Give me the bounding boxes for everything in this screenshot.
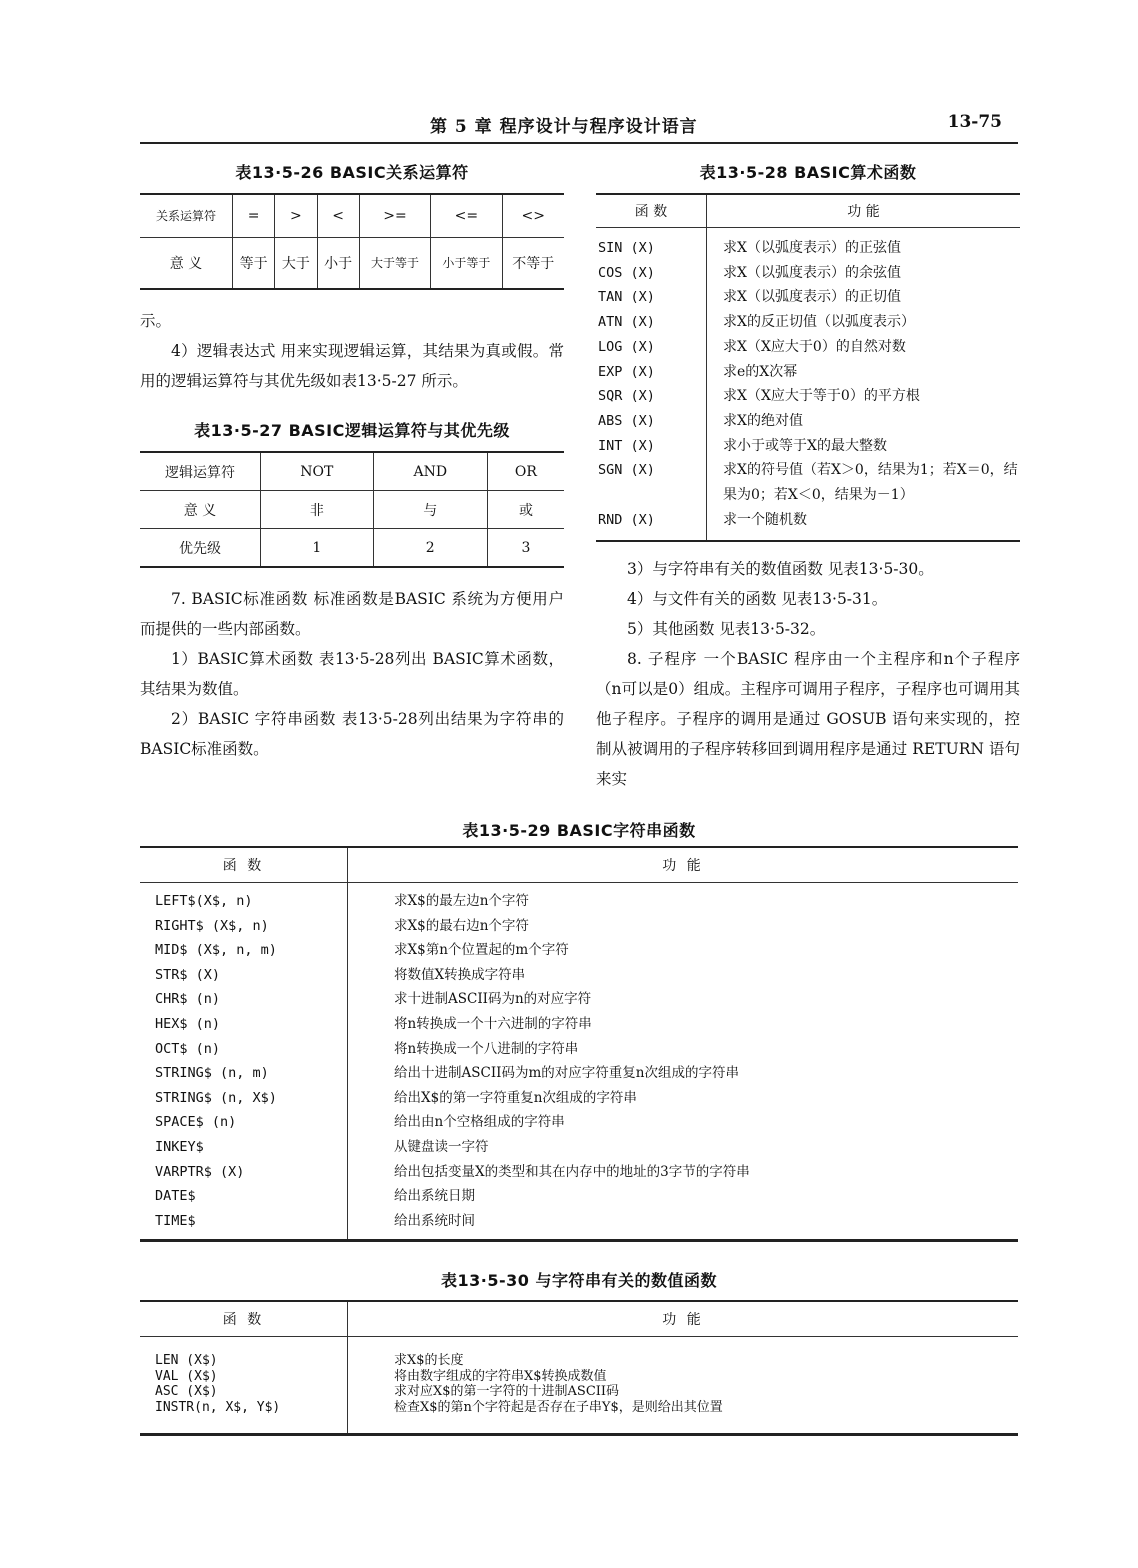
- table-row: [596, 360, 1020, 385]
- paragraph: 1）BASIC算术函数 表13·5-28列出 BASIC算术函数，其结果为数值。: [140, 650, 564, 698]
- table-cell: 与: [373, 491, 487, 529]
- table-row: [140, 1400, 1018, 1435]
- table-13-5-27: [140, 451, 564, 568]
- function-desc: 求X$的最左边n个字符: [348, 883, 1019, 914]
- table-13-5-28: [596, 193, 1020, 542]
- function-desc: 将n转换成一个八进制的字符串: [348, 1037, 1019, 1062]
- left-column: [140, 160, 564, 764]
- function-name: TAN (X): [598, 289, 655, 306]
- function-name: ATN (X): [598, 314, 655, 331]
- meaning-cell: 大于: [275, 238, 317, 290]
- table-cell: OR: [487, 452, 564, 491]
- table-row: [140, 529, 564, 568]
- function-desc: 求对应X$的第一字符的十进制ASCII码: [348, 1384, 1019, 1400]
- table-cell: 逻辑运算符: [140, 452, 261, 491]
- function-name: LOG (X): [598, 338, 655, 355]
- function-desc: 将由数字组成的字符串X$转换成数值: [348, 1369, 1019, 1385]
- row-label: 意 义: [140, 238, 233, 290]
- table-row: [140, 1061, 1018, 1086]
- meaning-cell: 大于等于: [359, 238, 430, 290]
- paragraph: 5）其他函数 见表13·5-32。: [627, 620, 826, 639]
- function-desc: 求X$第n个位置起的m个字符: [348, 938, 1019, 963]
- operator-cell: <>: [502, 194, 564, 238]
- function-desc: 求X$的最右边n个字符: [348, 914, 1019, 939]
- table-cell: NOT: [261, 452, 374, 491]
- table-cell: 或: [487, 491, 564, 529]
- table-row: [596, 261, 1020, 286]
- operator-cell: >=: [359, 194, 430, 238]
- function-name: INT (X): [598, 437, 655, 454]
- meaning-cell: 小于等于: [431, 238, 502, 290]
- table-cell: 1: [261, 529, 374, 568]
- table-row: [140, 987, 1018, 1012]
- function-desc: 将数值X转换成字符串: [348, 963, 1019, 988]
- table-row: [140, 1337, 1018, 1369]
- function-desc: 求X（以弧度表示）的正弦值: [707, 228, 1021, 261]
- table-cell: 3: [487, 529, 564, 568]
- function-name: SQR (X): [598, 388, 655, 405]
- function-desc: 求X（X应大于等于0）的平方根: [707, 384, 1021, 409]
- function-desc: 给出系统日期: [348, 1184, 1019, 1209]
- table-13-5-30-caption: 表13·5-30 与字符串有关的数值函数: [441, 1271, 717, 1290]
- function-desc: 求X（以弧度表示）的正切值: [707, 285, 1021, 310]
- table-row: [596, 228, 1020, 261]
- table-row: [140, 491, 564, 529]
- function-name: INKEY$: [155, 1138, 204, 1155]
- function-name: OCT$ (n): [155, 1040, 221, 1057]
- table-cell: 意 义: [140, 491, 261, 529]
- operator-cell: =: [233, 194, 275, 238]
- table-row: [140, 1086, 1018, 1111]
- function-name: ABS (X): [598, 412, 655, 429]
- function-desc: 求十进制ASCII码为n的对应字符: [348, 987, 1019, 1012]
- table-row: [140, 194, 564, 238]
- table-13-5-29-caption: 表13·5-29 BASIC字符串函数: [462, 821, 696, 840]
- function-name: ASC (X$): [155, 1384, 218, 1399]
- table-row: [140, 1369, 1018, 1385]
- table-13-5-26-caption: 表13·5-26 BASIC关系运算符: [235, 163, 469, 182]
- function-desc: 给出包括变量X的类型和其在内存中的地址的3字节的字符串: [348, 1160, 1019, 1185]
- column-header: 函 数: [140, 1301, 348, 1337]
- table-row: [140, 938, 1018, 963]
- operator-cell: >: [275, 194, 317, 238]
- row-label: 关系运算符: [140, 194, 233, 238]
- function-name: SGN (X): [598, 462, 655, 479]
- function-name: STR$ (X): [155, 966, 221, 983]
- table-row: [596, 310, 1020, 335]
- function-name: SPACE$ (n): [155, 1114, 237, 1131]
- table-row: [140, 1037, 1018, 1062]
- column-header: 功 能: [348, 847, 1019, 883]
- table-row: [596, 409, 1020, 434]
- function-desc: 给出十进制ASCII码为m的对应字符重复n次组成的字符串: [348, 1061, 1019, 1086]
- function-desc: 给出X$的第一字符重复n次组成的字符串: [348, 1086, 1019, 1111]
- function-name: SIN (X): [598, 240, 655, 256]
- meaning-cell: 不等于: [502, 238, 564, 290]
- table-cell: 2: [373, 529, 487, 568]
- meaning-cell: 小于: [317, 238, 359, 290]
- running-header: [140, 112, 1018, 144]
- function-desc: 求X的符号值（若X＞0，结果为1；若X＝0，结果为0；若X＜0，结果为－1）: [707, 458, 1021, 507]
- function-name: HEX$ (n): [155, 1015, 221, 1032]
- table-row: [140, 238, 564, 290]
- table-13-5-27-caption: 表13·5-27 BASIC逻辑运算符与其优先级: [194, 421, 510, 440]
- function-name: COS (X): [598, 264, 655, 281]
- column-header: 功 能: [707, 194, 1021, 228]
- table-row: [596, 508, 1020, 542]
- right-column: [596, 160, 1020, 794]
- function-name: RND (X): [596, 508, 707, 542]
- function-name: DATE$: [155, 1188, 196, 1205]
- function-name: STRING$ (n, m): [155, 1065, 269, 1082]
- table-13-5-28-caption: 表13·5-28 BASIC算术函数: [699, 163, 917, 182]
- table-row: [140, 1135, 1018, 1160]
- page-number: 13-75: [947, 112, 1002, 132]
- operator-cell: <=: [431, 194, 502, 238]
- table-cell: AND: [373, 452, 487, 491]
- function-name: VAL (X$): [155, 1368, 218, 1384]
- function-name: TIME$: [140, 1209, 348, 1241]
- table-row: [596, 384, 1020, 409]
- operator-cell: <: [317, 194, 359, 238]
- table-cell: 优先级: [140, 529, 261, 568]
- table-row: [596, 458, 1020, 507]
- paragraph: 2）BASIC 字符串函数 表13·5-28列出结果为字符串的BASIC标准函数。: [140, 710, 564, 758]
- paragraph: 4）与文件有关的函数 见表13·5-31。: [627, 590, 888, 609]
- function-name: CHR$ (n): [155, 991, 221, 1008]
- function-name: VARPTR$ (X): [155, 1163, 245, 1180]
- table-row: [140, 1012, 1018, 1037]
- table-row: [596, 434, 1020, 459]
- table-row: [140, 452, 564, 491]
- function-desc: 求X$的长度: [348, 1337, 1019, 1369]
- function-desc: 从键盘读一字符: [348, 1135, 1019, 1160]
- function-name: MID$ (X$, n, m): [155, 942, 277, 959]
- function-desc: 求X的绝对值: [707, 409, 1021, 434]
- meaning-cell: 等于: [233, 238, 275, 290]
- column-header: 功 能: [348, 1301, 1019, 1337]
- paragraph: 示。: [140, 312, 172, 330]
- table-row: [140, 1110, 1018, 1135]
- column-header: 函 数: [596, 194, 707, 228]
- chapter-title: 第 5 章 程序设计与程序设计语言: [430, 117, 698, 137]
- table-row: [140, 914, 1018, 939]
- table-13-5-26: [140, 193, 564, 290]
- table-row: [140, 1184, 1018, 1209]
- function-name: LEFT$(X$, n): [155, 893, 253, 909]
- function-name: EXP (X): [598, 363, 655, 380]
- function-name: RIGHT$ (X$, n): [155, 917, 269, 934]
- function-desc: 求小于或等于X的最大整数: [707, 434, 1021, 459]
- function-desc: 求X的反正切值（以弧度表示）: [707, 310, 1021, 335]
- function-desc: 求一个随机数: [707, 508, 1021, 542]
- table-row: [140, 1384, 1018, 1400]
- function-desc: 求X（X应大于0）的自然对数: [707, 335, 1021, 360]
- table-row: [140, 1209, 1018, 1241]
- function-desc: 求e的X次幂: [707, 360, 1021, 385]
- table-row: [596, 285, 1020, 310]
- function-name: INSTR(n, X$, Y$): [140, 1400, 348, 1435]
- paragraph: 8. 子程序 一个BASIC 程序由一个主程序和n个子程序（n可以是0）组成。主程序可调用子程序，子程序也可调用其他子程序。子程序的调用是通过 GOSUB 语句来实现的，控制从被调用的子程序转移回到调用程序是通过 RETURN 语句来实: [596, 650, 1020, 789]
- table-row: [140, 963, 1018, 988]
- table-row: [140, 883, 1018, 914]
- column-header: 函 数: [140, 847, 348, 883]
- paragraph: 3）与字符串有关的数值函数 见表13·5-30。: [627, 560, 934, 579]
- table-row: [140, 1160, 1018, 1185]
- function-desc: 将n转换成一个十六进制的字符串: [348, 1012, 1019, 1037]
- table-cell: 非: [261, 491, 374, 529]
- function-desc: 求X（以弧度表示）的余弦值: [707, 261, 1021, 286]
- function-desc: 给出由n个空格组成的字符串: [348, 1110, 1019, 1135]
- table-row: [596, 335, 1020, 360]
- function-desc: 检查X$的第n个字符起是否存在子串Y$，是则给出其位置: [348, 1400, 1019, 1435]
- function-desc: 给出系统时间: [348, 1209, 1019, 1241]
- paragraph: 4）逻辑表达式 用来实现逻辑运算，其结果为真或假。常用的逻辑运算符与其优先级如表13·5-27 所示。: [140, 342, 564, 390]
- function-name: STRING$ (n, X$): [155, 1089, 277, 1106]
- table-13-5-29: [140, 846, 1018, 1242]
- function-name: LEN (X$): [155, 1353, 218, 1368]
- table-13-5-30: [140, 1300, 1018, 1436]
- paragraph: 7. BASIC标准函数 标准函数是BASIC 系统为方便用户而提供的一些内部函数。: [140, 590, 564, 638]
